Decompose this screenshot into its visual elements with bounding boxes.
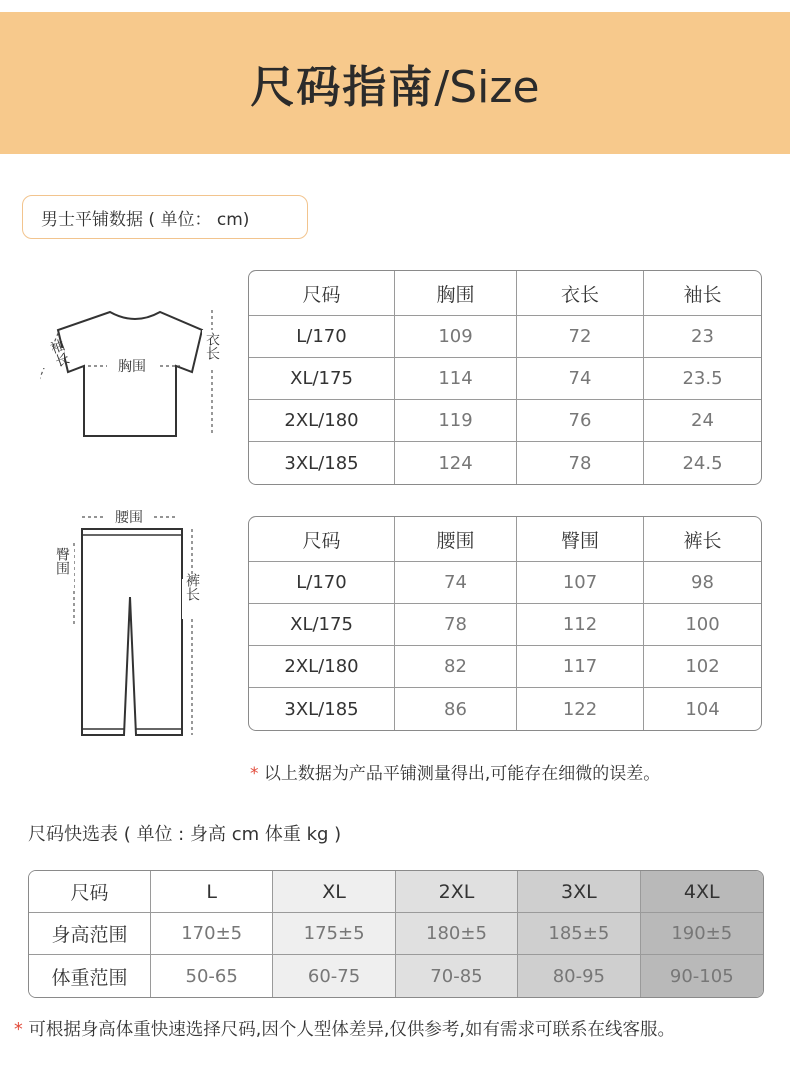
value-cell: 124	[395, 442, 517, 484]
value-cell: 74	[517, 358, 644, 400]
header-cell: 腰围	[395, 517, 517, 562]
quick-value-cell: 170±5	[151, 913, 273, 955]
shirt-diagram	[40, 300, 230, 445]
table-header-row	[249, 517, 761, 562]
title-en: /Size	[434, 62, 540, 113]
page-header	[0, 12, 790, 154]
quick-header-row	[29, 871, 763, 913]
value-cell: 86	[395, 688, 517, 730]
hip-label: 臀围	[54, 547, 70, 575]
quick-height-row	[29, 913, 763, 955]
quick-value-cell: 70-85	[396, 955, 518, 997]
value-cell: 109	[395, 316, 517, 358]
value-cell: 107	[517, 562, 644, 604]
note-text: 以上数据为产品平铺测量得出,可能存在细微的误差。	[258, 764, 661, 784]
header-cell: 胸围	[395, 271, 517, 316]
pants-outline	[82, 529, 182, 735]
size-cell: 3XL/185	[249, 442, 395, 484]
table-row	[249, 604, 761, 646]
value-cell: 102	[644, 646, 761, 688]
quick-label-cell: 尺码	[29, 871, 151, 913]
table-row	[249, 442, 761, 484]
header-cell: 裤长	[644, 517, 761, 562]
size-cell: XL/175	[249, 358, 395, 400]
page-title	[250, 51, 539, 115]
value-cell: 82	[395, 646, 517, 688]
value-cell: 100	[644, 604, 761, 646]
pants-diagram	[48, 505, 218, 740]
quick-label-cell: 身高范围	[29, 913, 151, 955]
note-star: *	[250, 764, 259, 784]
value-cell: 98	[644, 562, 761, 604]
value-cell: 76	[517, 400, 644, 442]
quick-size-cell: 3XL	[518, 871, 640, 913]
value-cell: 23	[644, 316, 761, 358]
table-header-row	[249, 271, 761, 316]
table-row	[249, 400, 761, 442]
unit-badge: 男士平铺数据 ( 单位： cm)	[22, 195, 308, 239]
size-cell: 3XL/185	[249, 688, 395, 730]
header-cell: 尺码	[249, 517, 395, 562]
length-label-shirt	[204, 332, 220, 360]
table-row	[249, 688, 761, 730]
bottom-size-table	[248, 516, 762, 731]
value-cell: 78	[395, 604, 517, 646]
value-cell: 117	[517, 646, 644, 688]
value-cell: 104	[685, 698, 720, 720]
value-cell: 78	[517, 442, 644, 484]
value-cell: 119	[395, 400, 517, 442]
value-cell: 24	[644, 400, 761, 442]
quick-value-cell: 180±5	[396, 913, 518, 955]
measurement-note	[250, 759, 660, 784]
value-cell: 23.5	[644, 358, 761, 400]
quick-value-cell: 50-65	[151, 955, 273, 997]
value-cell: 24.5	[682, 452, 723, 474]
value-cell: 114	[395, 358, 517, 400]
note-star: *	[14, 1020, 23, 1040]
svg-text:衣长: 衣长	[204, 332, 220, 360]
note-text: 可根据身高体重快速选择尺码,因个人型体差异,仅供参考,如有需求可联系在线客服。	[22, 1020, 675, 1040]
table-row	[249, 358, 761, 400]
header-cell: 尺码	[249, 271, 395, 316]
quick-value-cell: 80-95	[518, 955, 640, 997]
quick-value-cell: 185±5	[518, 913, 640, 955]
top-size-table	[248, 270, 762, 485]
quick-size-cell: L	[151, 871, 273, 913]
waist-label: 腰围	[115, 510, 143, 526]
pants-length-label: 裤长	[184, 573, 200, 601]
quick-select-title: 尺码快选表 ( 单位 : 身高 cm 体重 kg )	[28, 824, 342, 845]
value-cell: 112	[517, 604, 644, 646]
quick-size-cell: 4XL	[641, 871, 763, 913]
quick-size-cell: 2XL	[396, 871, 518, 913]
value-cell: 122	[517, 688, 644, 730]
quick-value-cell: 60-75	[273, 955, 395, 997]
size-cell: 2XL/180	[249, 646, 395, 688]
quick-select-note	[14, 1016, 675, 1041]
quick-value-cell: 175±5	[273, 913, 395, 955]
quick-value-cell: 190±5	[641, 913, 763, 955]
header-cell: 衣长	[517, 271, 644, 316]
quick-value-cell: 90-105	[641, 955, 763, 997]
size-cell: L/170	[249, 316, 395, 358]
value-cell: 72	[517, 316, 644, 358]
table-row	[249, 562, 761, 604]
value-cell: 74	[395, 562, 517, 604]
header-cell: 臀围	[517, 517, 644, 562]
quick-select-table	[28, 870, 764, 998]
quick-weight-row	[29, 955, 763, 997]
quick-label-cell: 体重范围	[29, 955, 151, 997]
quick-size-cell: XL	[273, 871, 395, 913]
size-cell: L/170	[249, 562, 395, 604]
header-cell: 袖长	[644, 271, 761, 316]
sleeve-label: 袖长	[46, 337, 72, 370]
size-cell: XL/175	[249, 604, 395, 646]
title-cn: 尺码指南	[250, 62, 435, 113]
table-row	[249, 316, 761, 358]
chest-label: 胸围	[118, 359, 146, 375]
size-cell: 2XL/180	[249, 400, 395, 442]
table-row	[249, 646, 761, 688]
